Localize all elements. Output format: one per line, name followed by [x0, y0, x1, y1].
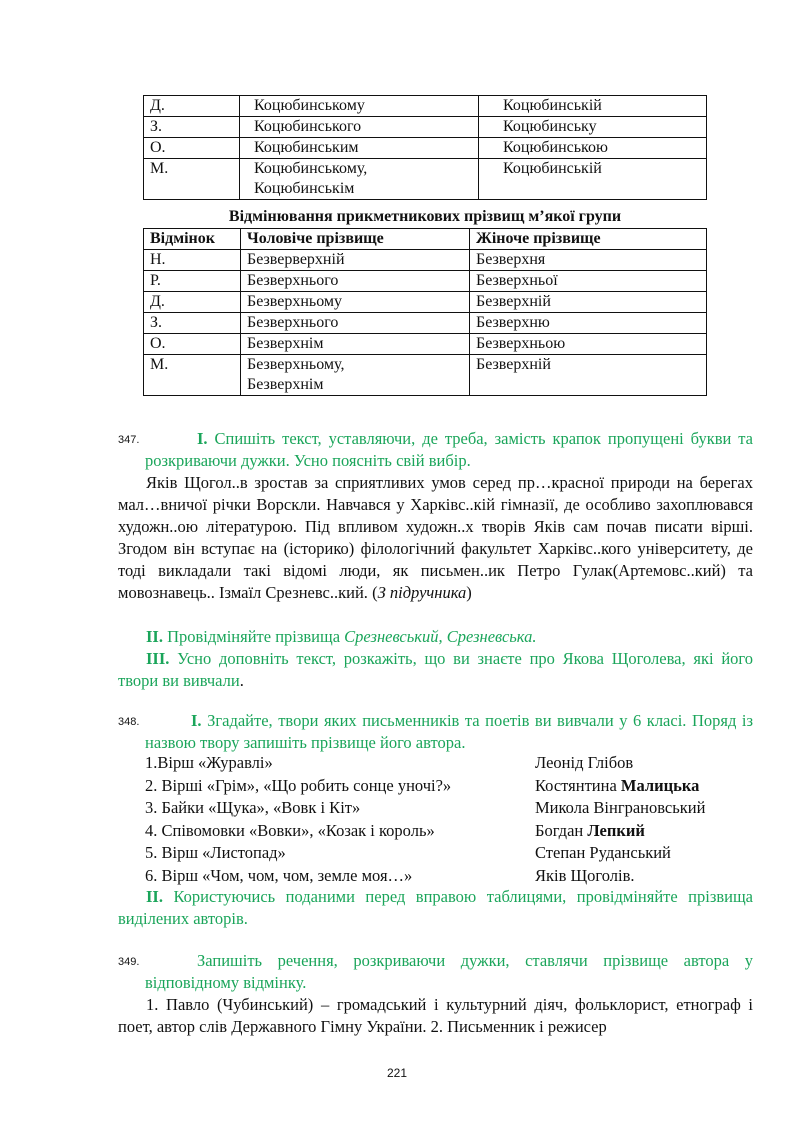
- task-text: Користуючись поданими перед вправою таблицями, провідміняйте прізвища виділених авторів.: [118, 887, 753, 928]
- author-first: Степан Руданський: [535, 843, 671, 862]
- task-text: Згадайте, твори яких письменників та поетів ви вивчали у 6 класі. Поряд із назвою твору запишіть прізвище його автора.: [145, 711, 753, 752]
- author-first: Микола Вінграновський: [535, 798, 706, 817]
- column-header: Чоловіче прізвище: [241, 229, 470, 250]
- table-cell: Безверхнього: [241, 271, 470, 292]
- table-cell: М.: [144, 159, 240, 200]
- table-cell: Безверхнього: [241, 313, 470, 334]
- table-cell: Безверхню: [470, 313, 707, 334]
- declension-table-hard-group: [143, 95, 707, 200]
- table-row: [144, 313, 707, 334]
- author-first: Богдан: [535, 820, 588, 840]
- exercise-348-task-1: [145, 710, 753, 754]
- table-cell: Коцюбинською: [479, 138, 707, 159]
- author-name: [535, 842, 765, 865]
- table-cell: Безверверхній: [241, 250, 470, 271]
- table-cell: Н.: [144, 250, 241, 271]
- task-label: ІІ.: [146, 627, 163, 646]
- table-row: [144, 117, 707, 138]
- table-cell: Д.: [144, 292, 241, 313]
- author-first: Яків Щоголів.: [535, 865, 635, 885]
- column-header: Відмінок: [144, 229, 241, 250]
- table-cell: Безверхньому: [241, 292, 470, 313]
- list-item: [145, 775, 765, 798]
- author-name: [535, 775, 765, 798]
- declension-table-soft-group: [143, 228, 707, 396]
- column-header: Жіноче прізвище: [470, 229, 707, 250]
- exercise-number: 347.: [118, 434, 140, 446]
- table-cell: Коцюбинському: [240, 96, 479, 117]
- exercise-348-task-2: [118, 886, 753, 930]
- author-name: [535, 820, 765, 843]
- table-row: [144, 159, 707, 200]
- author-first: Леонід Глібов: [535, 753, 634, 772]
- list-item: [145, 865, 765, 888]
- table-row: [144, 250, 707, 271]
- table-cell: Безверхній: [470, 355, 707, 396]
- table-cell: З.: [144, 313, 241, 334]
- task-text: Усно доповніть текст, розкажіть, що ви знаєте про Якова Щоголева, які його твори ви вивчали: [118, 649, 754, 690]
- list-item: [145, 752, 765, 775]
- table-cell-line: Безверхньому,: [247, 356, 345, 373]
- table-cell: [240, 159, 479, 200]
- table-cell: Безверхній: [470, 292, 707, 313]
- exercise-347-task-2: [118, 626, 753, 648]
- task-text: Провідміняйте прізвища: [167, 627, 341, 646]
- table-cell: Коцюбинській: [479, 159, 707, 200]
- table-cell: Коцюбинській: [479, 96, 707, 117]
- works-authors-list: [145, 752, 765, 887]
- table-cell: Д.: [144, 96, 240, 117]
- source-close: ): [466, 583, 472, 602]
- task-label: ІІІ.: [146, 649, 170, 668]
- task-text: Спишіть текст, уставляючи, де треба, замість крапок пропущені букви та розкриваючи дужки. Усно поясніть свій вибір.: [145, 429, 753, 470]
- source-note: З підручника: [377, 583, 467, 602]
- table-cell: М.: [144, 355, 241, 396]
- exercise-347-task-1: [145, 428, 753, 472]
- table-caption: Відмінювання прикметникових прізвищ м’якої групи: [228, 208, 622, 225]
- exercise-number: 349.: [118, 956, 140, 968]
- exercise-349-body: 1. Павло (Чубинський) – громадський і культурний діяч, фольклорист, етнограф і поет, автор слів Державного Гімну України. 2. Письменник і режисер: [118, 995, 753, 1036]
- table-row: [144, 334, 707, 355]
- table-cell-line: Коцюбинськім: [254, 180, 355, 197]
- author-first: Костянтина: [535, 775, 621, 795]
- table-cell: Безверхньої: [470, 271, 707, 292]
- table-cell: Безверхньою: [470, 334, 707, 355]
- table-cell: Р.: [144, 271, 241, 292]
- table-cell: Безверхнім: [241, 334, 470, 355]
- author-bold: Лепкий: [587, 820, 645, 840]
- table-row: [144, 271, 707, 292]
- list-item: [145, 842, 765, 865]
- exercise-349-task: Запишіть речення, розкриваючи дужки, ставлячи прізвище автора у відповідному відмінку.: [145, 951, 753, 992]
- author-bold: Малицька: [620, 775, 700, 795]
- table-cell: О.: [144, 138, 240, 159]
- table-cell: Коцюбинську: [479, 117, 707, 138]
- table-cell: Безверхня: [470, 250, 707, 271]
- exercise-text: Яків Щогол..в зростав за сприятливих умов серед пр…красної природи на берегах мал…вничої річки Ворскли. Навчався у Харківс..кій гімназії, де особливо захоплювався художн..ою літературою. Під впливом художн..х творів Яків сам почав писати вірші. Згодом він вступає на (історико) філологічний факультет Харківс..кого університету, де тоді викладали такі відомі люди, як письмен..ик Петро Гулак(Артемовс..кий) та мовознавець.. Ізмаїл Срезневс..кий.: [118, 473, 753, 602]
- table-cell: Коцюбинського: [240, 117, 479, 138]
- author-name: [535, 752, 765, 775]
- author-name: [535, 865, 765, 888]
- table-cell: [241, 355, 470, 396]
- work-title: 4. Співомовки «Вовки», «Козак і король»: [145, 820, 435, 840]
- task-surnames: Срезневський, Срезневська.: [344, 627, 537, 646]
- work-title: 2. Вірші «Грім», «Що робить сонце уночі?»: [145, 775, 452, 795]
- table-cell: З.: [144, 117, 240, 138]
- source-open: (: [372, 583, 378, 602]
- table-cell-line: Коцюбинському,: [254, 160, 368, 177]
- table-row: [144, 96, 707, 117]
- table-row: [144, 355, 707, 396]
- list-item: [145, 820, 765, 843]
- table-header-row: [144, 229, 707, 250]
- table-cell: Коцюбинським: [240, 138, 479, 159]
- work-title: 6. Вірш «Чом, чом, чом, земле моя…»: [145, 865, 413, 885]
- work-title: 1.Вірш «Журавлі»: [145, 753, 273, 772]
- exercise-347-task-3: [118, 648, 753, 692]
- table-cell-line: Безверхнім: [247, 376, 324, 393]
- work-title: 3. Байки «Щука», «Вовк і Кіт»: [145, 798, 361, 817]
- exercise-number: 348.: [118, 716, 140, 728]
- table-row: [144, 292, 707, 313]
- author-name: [535, 797, 765, 820]
- list-item: [145, 797, 765, 820]
- task-label: ІІ.: [146, 887, 163, 906]
- exercise-347-body: [118, 472, 753, 604]
- page-number: 221: [386, 1066, 408, 1080]
- work-title: 5. Вірш «Листопад»: [145, 843, 286, 862]
- task-label: І.: [197, 429, 208, 448]
- task-end-period: .: [239, 671, 244, 690]
- task-label: І.: [191, 711, 202, 730]
- table-cell: О.: [144, 334, 241, 355]
- table-row: [144, 138, 707, 159]
